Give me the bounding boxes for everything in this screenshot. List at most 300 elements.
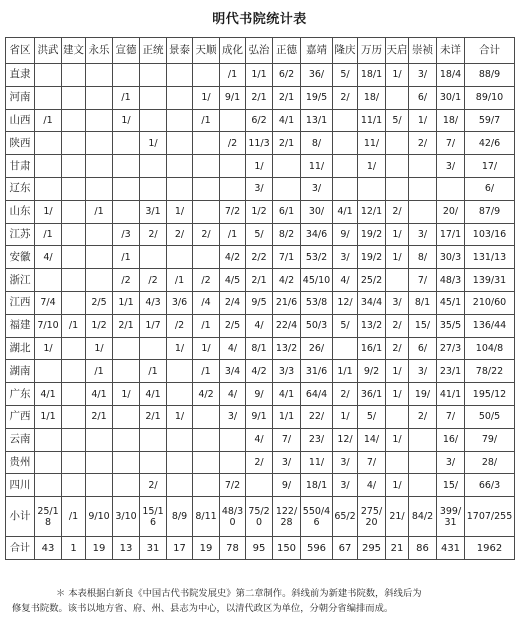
- count-cell: 2/: [193, 223, 220, 246]
- count-cell: [62, 64, 86, 87]
- count-cell: [193, 405, 220, 428]
- count-cell: 3/: [333, 474, 358, 497]
- table-row: [6, 360, 515, 383]
- province-cell: 河南: [6, 86, 35, 109]
- table-row: [6, 474, 515, 497]
- count-cell: 1/: [386, 383, 409, 406]
- count-cell: [86, 132, 113, 155]
- count-cell: 1/: [113, 383, 140, 406]
- count-cell: 17/1: [437, 223, 465, 246]
- count-cell: [86, 109, 113, 132]
- province-cell: 辽东: [6, 177, 35, 200]
- count-cell: 59/7: [465, 109, 515, 132]
- count-cell: 36/: [301, 64, 333, 87]
- count-cell: [140, 109, 167, 132]
- count-cell: /1: [140, 360, 167, 383]
- count-cell: 26/: [301, 337, 333, 360]
- count-cell: [35, 132, 62, 155]
- table-row: [6, 428, 515, 451]
- column-header: 弘治: [246, 38, 273, 64]
- count-cell: [113, 405, 140, 428]
- count-cell: 4/2: [273, 269, 301, 292]
- count-cell: 86: [409, 537, 437, 560]
- count-cell: [113, 177, 140, 200]
- count-cell: [333, 155, 358, 178]
- count-cell: 136/44: [465, 314, 515, 337]
- count-cell: 21/6: [273, 291, 301, 314]
- count-cell: 6/2: [246, 109, 273, 132]
- count-cell: 1/: [386, 474, 409, 497]
- count-cell: [167, 86, 193, 109]
- count-cell: [86, 246, 113, 269]
- count-cell: 45/1: [437, 291, 465, 314]
- count-cell: 1/: [246, 155, 273, 178]
- count-cell: 66/3: [465, 474, 515, 497]
- count-cell: 11/: [301, 451, 333, 474]
- count-cell: 16/: [437, 428, 465, 451]
- footnote-line-2: 修复书院数。该书以地方省、府、州、县志为中心，以清代政区为单位，分朝分省编排而成。: [12, 603, 394, 614]
- count-cell: 7/4: [35, 291, 62, 314]
- count-cell: /1: [167, 269, 193, 292]
- province-cell: 湖北: [6, 337, 35, 360]
- count-cell: 42/6: [465, 132, 515, 155]
- count-cell: 4/: [220, 337, 246, 360]
- count-cell: 28/: [465, 451, 515, 474]
- count-cell: 295: [358, 537, 386, 560]
- count-cell: [113, 200, 140, 223]
- table-title: 明代书院统计表: [212, 12, 307, 27]
- count-cell: 4/: [246, 314, 273, 337]
- count-cell: 9/: [246, 383, 273, 406]
- count-cell: 5/: [386, 109, 409, 132]
- count-cell: 13/2: [358, 314, 386, 337]
- count-cell: [140, 86, 167, 109]
- table-row: [6, 132, 515, 155]
- count-cell: [333, 177, 358, 200]
- count-cell: /1: [220, 64, 246, 87]
- column-header: 省区: [6, 38, 35, 64]
- count-cell: [386, 155, 409, 178]
- count-cell: [35, 428, 62, 451]
- count-cell: 19/2: [358, 246, 386, 269]
- count-cell: 2/1: [273, 86, 301, 109]
- table-row: [6, 337, 515, 360]
- count-cell: 50/3: [301, 314, 333, 337]
- count-cell: [113, 428, 140, 451]
- count-cell: 1/: [386, 428, 409, 451]
- count-cell: 9/1: [220, 86, 246, 109]
- count-cell: [86, 451, 113, 474]
- count-cell: 2/: [386, 200, 409, 223]
- count-cell: 4/1: [140, 383, 167, 406]
- count-cell: [409, 474, 437, 497]
- count-cell: /1: [35, 109, 62, 132]
- column-header: 宣德: [113, 38, 140, 64]
- count-cell: 13: [113, 537, 140, 560]
- count-cell: 1/1: [35, 405, 62, 428]
- count-cell: 4/1: [273, 109, 301, 132]
- count-cell: 5/: [333, 64, 358, 87]
- count-cell: 65/2: [333, 497, 358, 537]
- count-cell: /2: [193, 269, 220, 292]
- count-cell: 21/: [386, 497, 409, 537]
- count-cell: 1/: [167, 200, 193, 223]
- table-row: [6, 223, 515, 246]
- count-cell: [86, 269, 113, 292]
- count-cell: [386, 132, 409, 155]
- table-row: [6, 405, 515, 428]
- count-cell: 7/10: [35, 314, 62, 337]
- table-row: [6, 86, 515, 109]
- count-cell: [113, 155, 140, 178]
- count-cell: /2: [167, 314, 193, 337]
- count-cell: 104/8: [465, 337, 515, 360]
- count-cell: 9/2: [358, 360, 386, 383]
- count-cell: 19/2: [358, 223, 386, 246]
- count-cell: 3/: [273, 451, 301, 474]
- count-cell: 17: [167, 537, 193, 560]
- count-cell: [409, 428, 437, 451]
- table-row: [6, 269, 515, 292]
- count-cell: 95: [246, 537, 273, 560]
- footnote: [12, 586, 509, 616]
- count-cell: [35, 474, 62, 497]
- count-cell: 1/: [409, 109, 437, 132]
- count-cell: 84/2: [409, 497, 437, 537]
- count-cell: 3/4: [220, 360, 246, 383]
- count-cell: /2: [220, 132, 246, 155]
- count-cell: 2/: [386, 337, 409, 360]
- count-cell: 7/2: [220, 474, 246, 497]
- province-cell: 云南: [6, 428, 35, 451]
- count-cell: 2/5: [220, 314, 246, 337]
- count-cell: 3/: [333, 246, 358, 269]
- count-cell: [167, 155, 193, 178]
- province-cell: 陕西: [6, 132, 35, 155]
- count-cell: [220, 428, 246, 451]
- count-cell: 8/11: [193, 497, 220, 537]
- count-cell: 13/1: [301, 109, 333, 132]
- count-cell: /1: [35, 223, 62, 246]
- count-cell: 7/: [437, 405, 465, 428]
- count-cell: 4/2: [220, 246, 246, 269]
- count-cell: 30/: [301, 200, 333, 223]
- count-cell: 21: [386, 537, 409, 560]
- count-cell: 2/1: [113, 314, 140, 337]
- count-cell: 1/: [193, 337, 220, 360]
- table-row: [6, 383, 515, 406]
- table-row: [6, 109, 515, 132]
- count-cell: [113, 474, 140, 497]
- count-cell: 53/2: [301, 246, 333, 269]
- count-cell: [386, 269, 409, 292]
- count-cell: [113, 360, 140, 383]
- count-cell: [220, 109, 246, 132]
- count-cell: [113, 337, 140, 360]
- count-cell: [35, 155, 62, 178]
- province-cell: 湖南: [6, 360, 35, 383]
- count-cell: 8/9: [167, 497, 193, 537]
- count-cell: [167, 451, 193, 474]
- count-cell: [35, 177, 62, 200]
- count-cell: 41/1: [437, 383, 465, 406]
- count-cell: /1: [220, 223, 246, 246]
- count-cell: 79/: [465, 428, 515, 451]
- count-cell: 8/: [409, 246, 437, 269]
- count-cell: [193, 474, 220, 497]
- count-cell: 3/1: [140, 200, 167, 223]
- count-cell: 18/1: [358, 64, 386, 87]
- count-cell: 4/3: [140, 291, 167, 314]
- count-cell: 4/: [358, 474, 386, 497]
- count-cell: [113, 132, 140, 155]
- count-cell: [333, 132, 358, 155]
- column-header: 洪武: [35, 38, 62, 64]
- table-row: [6, 314, 515, 337]
- count-cell: /1: [193, 314, 220, 337]
- footnote-line-1: ＊ 本表根据白新良《中国古代书院发展史》第二章制作。斜线前为新建书院数，斜线后为: [56, 588, 422, 599]
- column-header: 嘉靖: [301, 38, 333, 64]
- count-cell: /1: [113, 86, 140, 109]
- count-cell: 3/: [220, 405, 246, 428]
- count-cell: 1/7: [140, 314, 167, 337]
- count-cell: 3/: [301, 177, 333, 200]
- count-cell: [386, 451, 409, 474]
- count-cell: [140, 64, 167, 87]
- count-cell: [409, 155, 437, 178]
- count-cell: [386, 86, 409, 109]
- count-cell: 3/: [409, 64, 437, 87]
- count-cell: [193, 451, 220, 474]
- table-header-row: [6, 38, 515, 64]
- count-cell: 1/: [167, 405, 193, 428]
- count-cell: [86, 155, 113, 178]
- count-cell: 2/: [140, 474, 167, 497]
- table-row: [6, 177, 515, 200]
- count-cell: 48/30: [220, 497, 246, 537]
- province-cell: 福建: [6, 314, 35, 337]
- column-header: 天顺: [193, 38, 220, 64]
- province-cell: 贵州: [6, 451, 35, 474]
- count-cell: [437, 177, 465, 200]
- count-cell: 19/: [409, 383, 437, 406]
- count-cell: 596: [301, 537, 333, 560]
- count-cell: [86, 223, 113, 246]
- count-cell: 139/31: [465, 269, 515, 292]
- subtotal-row: [6, 497, 515, 537]
- count-cell: 2/1: [140, 405, 167, 428]
- count-cell: [86, 64, 113, 87]
- count-cell: [409, 451, 437, 474]
- count-cell: [220, 155, 246, 178]
- count-cell: [409, 177, 437, 200]
- count-cell: [86, 177, 113, 200]
- count-cell: [62, 177, 86, 200]
- count-cell: 3/: [386, 291, 409, 314]
- count-cell: [220, 177, 246, 200]
- count-cell: 48/3: [437, 269, 465, 292]
- count-cell: 18/: [437, 109, 465, 132]
- count-cell: 4/: [333, 269, 358, 292]
- count-cell: 5/: [358, 405, 386, 428]
- count-cell: 275/20: [358, 497, 386, 537]
- count-cell: 2/: [409, 405, 437, 428]
- count-cell: 89/10: [465, 86, 515, 109]
- count-cell: 11/3: [246, 132, 273, 155]
- province-cell: 合计: [6, 537, 35, 560]
- count-cell: 2/: [167, 223, 193, 246]
- count-cell: /1: [86, 360, 113, 383]
- count-cell: [62, 86, 86, 109]
- table-row: [6, 64, 515, 87]
- count-cell: 1/: [386, 64, 409, 87]
- count-cell: 53/8: [301, 291, 333, 314]
- count-cell: 1/1: [333, 360, 358, 383]
- count-cell: [62, 291, 86, 314]
- count-cell: [140, 337, 167, 360]
- count-cell: 3/: [437, 155, 465, 178]
- count-cell: [409, 200, 437, 223]
- province-cell: 安徽: [6, 246, 35, 269]
- count-cell: 8/1: [409, 291, 437, 314]
- count-cell: /1: [62, 497, 86, 537]
- count-cell: [333, 337, 358, 360]
- count-cell: 64/4: [301, 383, 333, 406]
- count-cell: 25/2: [358, 269, 386, 292]
- count-cell: 3/: [333, 451, 358, 474]
- count-cell: 22/: [301, 405, 333, 428]
- count-cell: 43: [35, 537, 62, 560]
- column-header: 隆庆: [333, 38, 358, 64]
- count-cell: /2: [113, 269, 140, 292]
- count-cell: [140, 246, 167, 269]
- count-cell: 210/60: [465, 291, 515, 314]
- count-cell: 5/: [246, 223, 273, 246]
- column-header: 永乐: [86, 38, 113, 64]
- count-cell: 1/: [358, 155, 386, 178]
- column-header: 景泰: [167, 38, 193, 64]
- count-cell: [62, 405, 86, 428]
- province-cell: 甘肃: [6, 155, 35, 178]
- count-cell: [193, 132, 220, 155]
- count-cell: 2/: [333, 383, 358, 406]
- count-cell: 8/2: [273, 223, 301, 246]
- count-cell: 1/: [35, 337, 62, 360]
- count-cell: 2/1: [246, 269, 273, 292]
- count-cell: 9/10: [86, 497, 113, 537]
- count-cell: 31: [140, 537, 167, 560]
- count-cell: [167, 474, 193, 497]
- count-cell: [35, 360, 62, 383]
- count-cell: 2/: [246, 451, 273, 474]
- count-cell: 11/: [358, 132, 386, 155]
- province-cell: 山西: [6, 109, 35, 132]
- count-cell: [62, 428, 86, 451]
- count-cell: 6/: [465, 177, 515, 200]
- count-cell: 1: [62, 537, 86, 560]
- count-cell: [62, 109, 86, 132]
- count-cell: [193, 246, 220, 269]
- province-cell: 山东: [6, 200, 35, 223]
- count-cell: [167, 64, 193, 87]
- count-cell: [167, 177, 193, 200]
- count-cell: 15/: [437, 474, 465, 497]
- count-cell: 25/18: [35, 497, 62, 537]
- count-cell: 19/5: [301, 86, 333, 109]
- province-cell: 浙江: [6, 269, 35, 292]
- count-cell: [273, 177, 301, 200]
- count-cell: 23/: [301, 428, 333, 451]
- province-cell: 广东: [6, 383, 35, 406]
- count-cell: 550/46: [301, 497, 333, 537]
- count-cell: 19: [193, 537, 220, 560]
- academy-statistics-table: [5, 37, 515, 560]
- count-cell: 14/: [358, 428, 386, 451]
- count-cell: [140, 177, 167, 200]
- count-cell: 122/28: [273, 497, 301, 537]
- count-cell: 31/6: [301, 360, 333, 383]
- total-row: [6, 537, 515, 560]
- count-cell: [333, 109, 358, 132]
- count-cell: [167, 109, 193, 132]
- count-cell: 6/: [409, 337, 437, 360]
- count-cell: /1: [193, 109, 220, 132]
- count-cell: 131/13: [465, 246, 515, 269]
- count-cell: [86, 474, 113, 497]
- count-cell: 4/: [246, 428, 273, 451]
- count-cell: [35, 86, 62, 109]
- count-cell: 17/: [465, 155, 515, 178]
- count-cell: [193, 428, 220, 451]
- count-cell: 8/1: [246, 337, 273, 360]
- column-header: 万历: [358, 38, 386, 64]
- count-cell: 8/: [301, 132, 333, 155]
- count-cell: 18/4: [437, 64, 465, 87]
- count-cell: [113, 64, 140, 87]
- count-cell: 3/: [246, 177, 273, 200]
- count-cell: [62, 269, 86, 292]
- count-cell: 6/2: [273, 64, 301, 87]
- count-cell: 7/: [358, 451, 386, 474]
- count-cell: 45/10: [301, 269, 333, 292]
- count-cell: 19: [86, 537, 113, 560]
- count-cell: 3/: [409, 223, 437, 246]
- count-cell: 9/1: [246, 405, 273, 428]
- count-cell: [167, 428, 193, 451]
- count-cell: 12/1: [358, 200, 386, 223]
- province-cell: 小计: [6, 497, 35, 537]
- count-cell: 67: [333, 537, 358, 560]
- count-cell: 7/: [273, 428, 301, 451]
- count-cell: [62, 200, 86, 223]
- count-cell: 78/22: [465, 360, 515, 383]
- count-cell: 1/: [386, 246, 409, 269]
- count-cell: 5/: [333, 314, 358, 337]
- count-cell: 11/1: [358, 109, 386, 132]
- count-cell: 1/: [167, 337, 193, 360]
- count-cell: 4/5: [220, 269, 246, 292]
- count-cell: 4/2: [246, 360, 273, 383]
- column-header: 合计: [465, 38, 515, 64]
- count-cell: 18/: [358, 86, 386, 109]
- count-cell: [386, 405, 409, 428]
- count-cell: 399/31: [437, 497, 465, 537]
- count-cell: 2/2: [246, 246, 273, 269]
- count-cell: 1/2: [246, 200, 273, 223]
- count-cell: 4/1: [86, 383, 113, 406]
- count-cell: 1707/255: [465, 497, 515, 537]
- count-cell: 7/: [409, 269, 437, 292]
